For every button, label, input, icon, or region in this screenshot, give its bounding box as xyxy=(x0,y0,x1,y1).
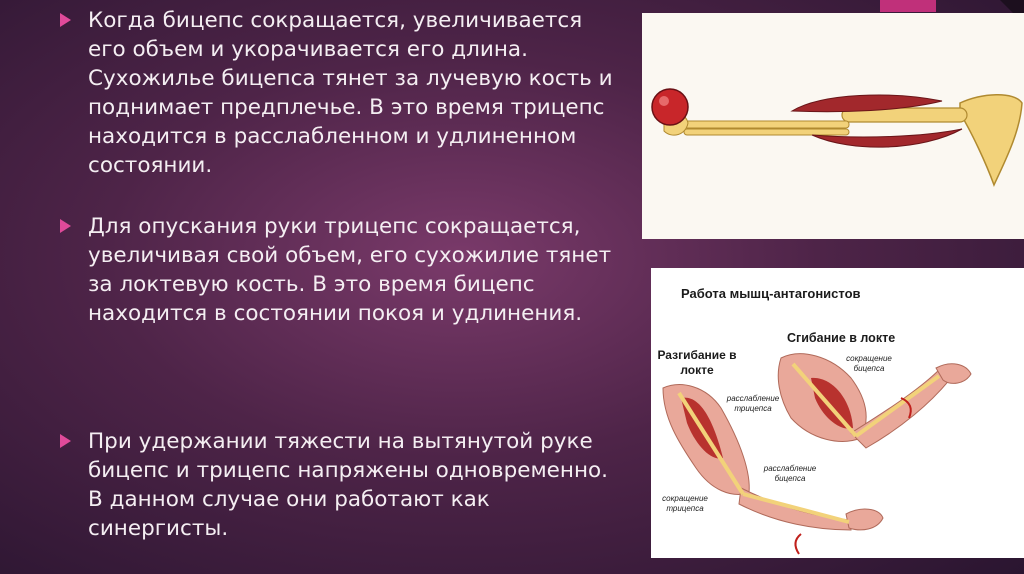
bullet-item xyxy=(60,212,620,328)
bullet-item xyxy=(60,6,620,180)
bullet-text: Когда бицепс сокращается, увеличивается его объем и укорачивается его длина. Сухожилье бицепса тянет за лучевую кость и поднимает предплечье. В это время трицепс находится в расслабленном и удлиненном состоянии. xyxy=(88,8,613,178)
antagonist-muscles-illustration xyxy=(651,268,1024,558)
biceps-relaxation-label: расслабление бицепса xyxy=(763,464,817,483)
biceps-contraction-label: сокращение бицепса xyxy=(846,354,892,373)
flexion-label: Сгибание в локте xyxy=(787,331,896,345)
bullet-text: Для опускания руки трицепс сокращается, увеличивая свой объем, его сухожилие тянет за локтевую кость. В это время бицепс находится в состоянии покоя и удлинения. xyxy=(88,214,612,326)
bullet-arrow-icon xyxy=(60,434,71,448)
bullet-item xyxy=(60,427,620,543)
triceps-contraction-label: сокращение трицепса xyxy=(662,494,708,513)
bullet-arrow-icon xyxy=(60,13,71,27)
top-accent-bar xyxy=(880,0,936,12)
extension-label: Разгибание в локте xyxy=(657,348,737,377)
figure-title: Работа мышц-антагонистов xyxy=(681,286,861,301)
bullet-arrow-icon xyxy=(60,219,71,233)
bullet-text: При удержании тяжести на вытянутой руке бицепс и трицепс напряжены одновременно. В данном случае они работают как синергисты. xyxy=(88,429,608,541)
triceps-relaxation-label: расслабление трицепса xyxy=(726,394,780,413)
extended-arm-illustration xyxy=(642,13,1024,239)
